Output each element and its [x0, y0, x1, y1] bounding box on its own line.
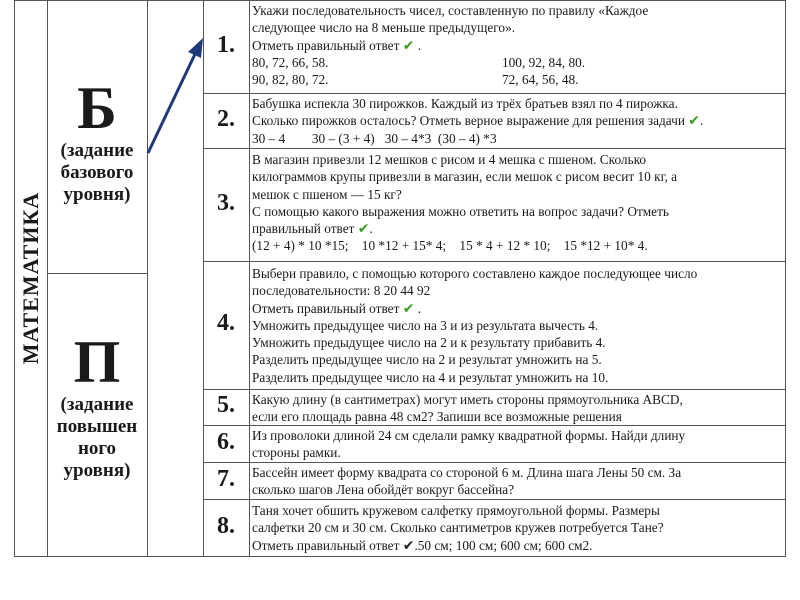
task-line-text: правильный ответ [252, 221, 355, 237]
answer-option[interactable]: 90, 82, 80, 72. [252, 72, 329, 88]
task-line-text: Отметь правильный ответ [252, 537, 400, 553]
answer-options[interactable]: .50 см; 100 см; 600 см; 600 см2. [414, 537, 593, 553]
level-desc-line: (задание [60, 140, 134, 161]
level-desc-line: повышен [56, 416, 138, 437]
task-line: С помощью какого выражения можно ответить на вопрос задачи? Отметь [252, 203, 669, 219]
answer-option[interactable]: Разделить предыдущее число на 2 и результат умножить на 5. [252, 352, 602, 368]
check-icon: ✔ [688, 113, 701, 130]
level-letter: Б [77, 75, 117, 141]
task-5-text [252, 391, 782, 426]
punct: . [414, 37, 422, 53]
task-number: 8. [217, 513, 235, 539]
punct: . [369, 221, 373, 237]
task-1-text [252, 2, 782, 88]
task-number: 5. [217, 392, 235, 418]
check-icon: ✔ [402, 537, 415, 554]
punct: . [700, 113, 704, 129]
check-icon: ✔ [357, 221, 370, 238]
task-line [252, 537, 782, 554]
level-desc-line: базового [60, 162, 134, 183]
task-line: Бассейн имеет форму квадрата со стороной 6 м. Длина шага Лены 50 см. За [252, 465, 682, 480]
task-number: 1. [217, 32, 235, 58]
check-icon: ✔ [402, 37, 415, 54]
task-4-text [252, 265, 782, 386]
task-line: если его площадь равна 48 см2? Запиши все возможные решения [252, 409, 622, 425]
level-desc-line: ного [77, 438, 117, 459]
task-line: стороны рамки. [252, 445, 341, 461]
task-number: 2. [217, 106, 235, 132]
task-number: 7. [217, 466, 235, 492]
task-line: Выбери правило, с помощью которого составлено каждое последующее число [252, 266, 698, 281]
answer-option[interactable]: 100, 92, 84, 80. [502, 54, 586, 70]
task-line-text: Отметь правильный ответ [252, 37, 400, 53]
task-2-text [252, 95, 782, 147]
task-line: Укажи последовательность чисел, составленную по правилу «Каждое [252, 3, 649, 18]
task-line-text: Отметь правильный ответ [252, 300, 400, 316]
answer-option[interactable]: 80, 72, 66, 58. [252, 54, 329, 70]
task-line: сколько шагов Лена обойдёт вокруг бассейна? [252, 482, 515, 498]
task-line: В магазин привезли 12 мешков с рисом и 4 мешка с пшеном. Сколько [252, 152, 647, 167]
task-line: последовательности: 8 20 44 92 [252, 283, 431, 299]
task-line: килограммов крупы привезли в магазин, если мешок с рисом весит 10 кг, а [252, 169, 678, 185]
task-line: Бабушка испекла 30 пирожков. Каждый из трёх братьев взял по 4 пирожка. [252, 96, 678, 111]
task-line: мешок с пшеном — 15 кг? [252, 186, 402, 202]
task-line: Из проволоки длиной 24 см сделали рамку квадратной формы. Найди длину [252, 428, 686, 443]
level-desc-line: уровня) [63, 460, 131, 481]
task-7-text [252, 464, 782, 499]
task-line [252, 112, 782, 129]
subject-label: МАТЕМАТИКА [18, 191, 43, 365]
task-options-row [252, 71, 782, 88]
answer-option[interactable]: Умножить предыдущее число на 3 и из результата вычесть 4. [252, 317, 599, 333]
punct: . [414, 300, 422, 316]
task-number: 6. [217, 429, 235, 455]
task-number: 3. [217, 190, 235, 216]
task-line [252, 220, 782, 237]
task-line: Таня хочет обшить кружевом салфетку прямоугольной формы. Размеры [252, 503, 660, 518]
task-line: салфетки 20 см и 30 см. Сколько сантиметров кружев потребуется Тане? [252, 520, 664, 536]
task-number: 4. [217, 310, 235, 336]
task-6-text [252, 427, 782, 462]
answer-option[interactable]: Разделить предыдущее число на 4 и результат умножить на 10. [252, 369, 609, 385]
check-icon: ✔ [402, 300, 415, 317]
task-line: следующее число на 8 меньше предыдущего». [252, 20, 516, 36]
answer-options[interactable]: (12 + 4) * 10 *15; 10 *12 + 15* 4; 15 * 4 + 12 * 10; 15 *12 + 10* 4. [252, 238, 648, 254]
answer-option[interactable]: Умножить предыдущее число на 2 и к результату прибавить 4. [252, 335, 606, 351]
level-letter: П [73, 329, 121, 395]
level-desc-line: (задание [60, 394, 134, 415]
task-line [252, 37, 782, 54]
task-options-row [252, 54, 782, 71]
task-line-text: Сколько пирожков осталось? Отметь верное выражение для решения задачи [252, 113, 685, 129]
task-3-text [252, 151, 782, 255]
answer-options[interactable]: 30 – 4 30 – (3 + 4) 30 – 4*3 (30 – 4) *3 [252, 130, 497, 146]
answer-option[interactable]: 72, 64, 56, 48. [502, 72, 579, 88]
task-line: Какую длину (в сантиметрах) могут иметь стороны прямоугольника ABCD, [252, 392, 683, 407]
task-8-text [252, 502, 782, 554]
level-desc-line: уровня) [63, 184, 131, 205]
task-line [252, 300, 782, 317]
